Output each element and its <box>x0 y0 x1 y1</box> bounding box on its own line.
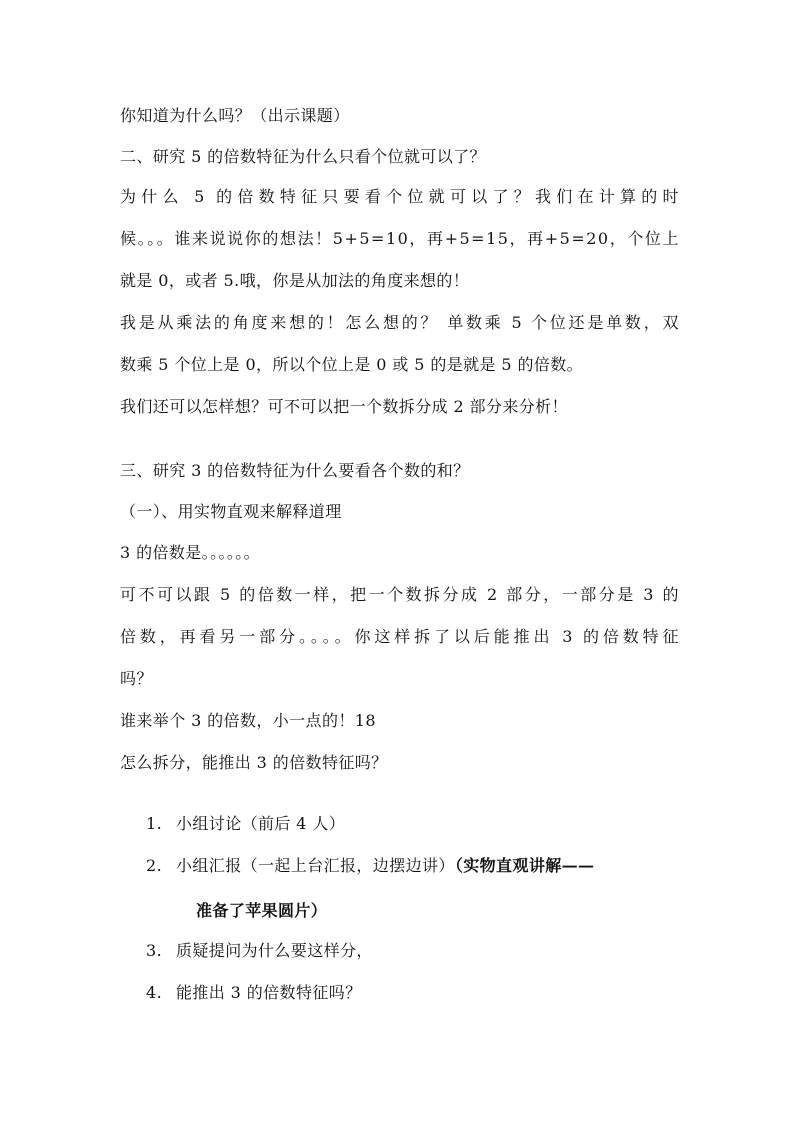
section2-para1-line3: 就是 0，或者 5.哦，你是从加法的角度来想的！ <box>120 271 470 290</box>
section3-para1-line3: 吗？ <box>120 669 153 688</box>
section2-para2-line1: 我是从乘法的角度来想的！怎么想的？ 单数乘 5 个位还是单数，双 <box>120 313 680 332</box>
section2-para3: 我们还可以怎样想？可不可以把一个数拆分成 2 部分来分析！ <box>120 397 568 416</box>
section2-para2-line2: 数乘 5 个位上是 0，所以个位上是 0 或 5 的是就是 5 的倍数。 <box>120 355 584 374</box>
step-item <box>146 940 676 962</box>
section3-para1-line2: 倍数，再看另一部分。。。。你这样拆了以后能推出 3 的倍数特征 <box>120 627 680 646</box>
step-text-bold-continued: 准备了苹果圆片） <box>196 901 328 920</box>
intro-text: 你知道为什么吗？（出示课题） <box>120 106 350 125</box>
step-text: 能推出 3 的倍数特征吗？ <box>176 983 362 1002</box>
section2-heading: 二、研究 5 的倍数特征为什么只看个位就可以了？ <box>120 147 486 166</box>
section3-heading: 三、研究 3 的倍数特征为什么要看各个数的和？ <box>120 461 470 480</box>
step-number: 4. <box>146 983 163 1002</box>
section2-para1-line2: 候。。。谁来说说你的想法！5+5=10，再+5=15，再+5=20，个位上 <box>120 229 680 248</box>
step-number: 2. <box>146 856 163 875</box>
step-text: 小组汇报（一起上台汇报，边摆边讲） <box>176 856 455 875</box>
step-text: 质疑提问为什么要这样分， <box>176 941 373 960</box>
section3-para3: 怎么拆分，能推出 3 的倍数特征吗？ <box>120 753 388 772</box>
section3-para2: 谁来举个 3 的倍数，小一点的！18 <box>120 711 376 730</box>
step-item <box>146 855 676 877</box>
step-text: 小组讨论（前后 4 人） <box>176 814 346 833</box>
section2-para1-line1: 为什么 5 的倍数特征只要看个位就可以了？我们在计算的时 <box>120 187 680 206</box>
section3-multiples: 3 的倍数是。。。。。。 <box>120 543 261 562</box>
section3-subheading: （一）、用实物直观来解释道理 <box>120 502 342 521</box>
step-text-bold: （实物直观讲解—— <box>454 856 595 875</box>
section3-para1-line1: 可不可以跟 5 的倍数一样，把一个数拆分成 2 部分，一部分是 3 的 <box>120 585 680 604</box>
step-number: 3. <box>146 941 163 960</box>
step-number: 1. <box>146 814 163 833</box>
step-item <box>146 982 676 1004</box>
step-item <box>146 813 676 835</box>
